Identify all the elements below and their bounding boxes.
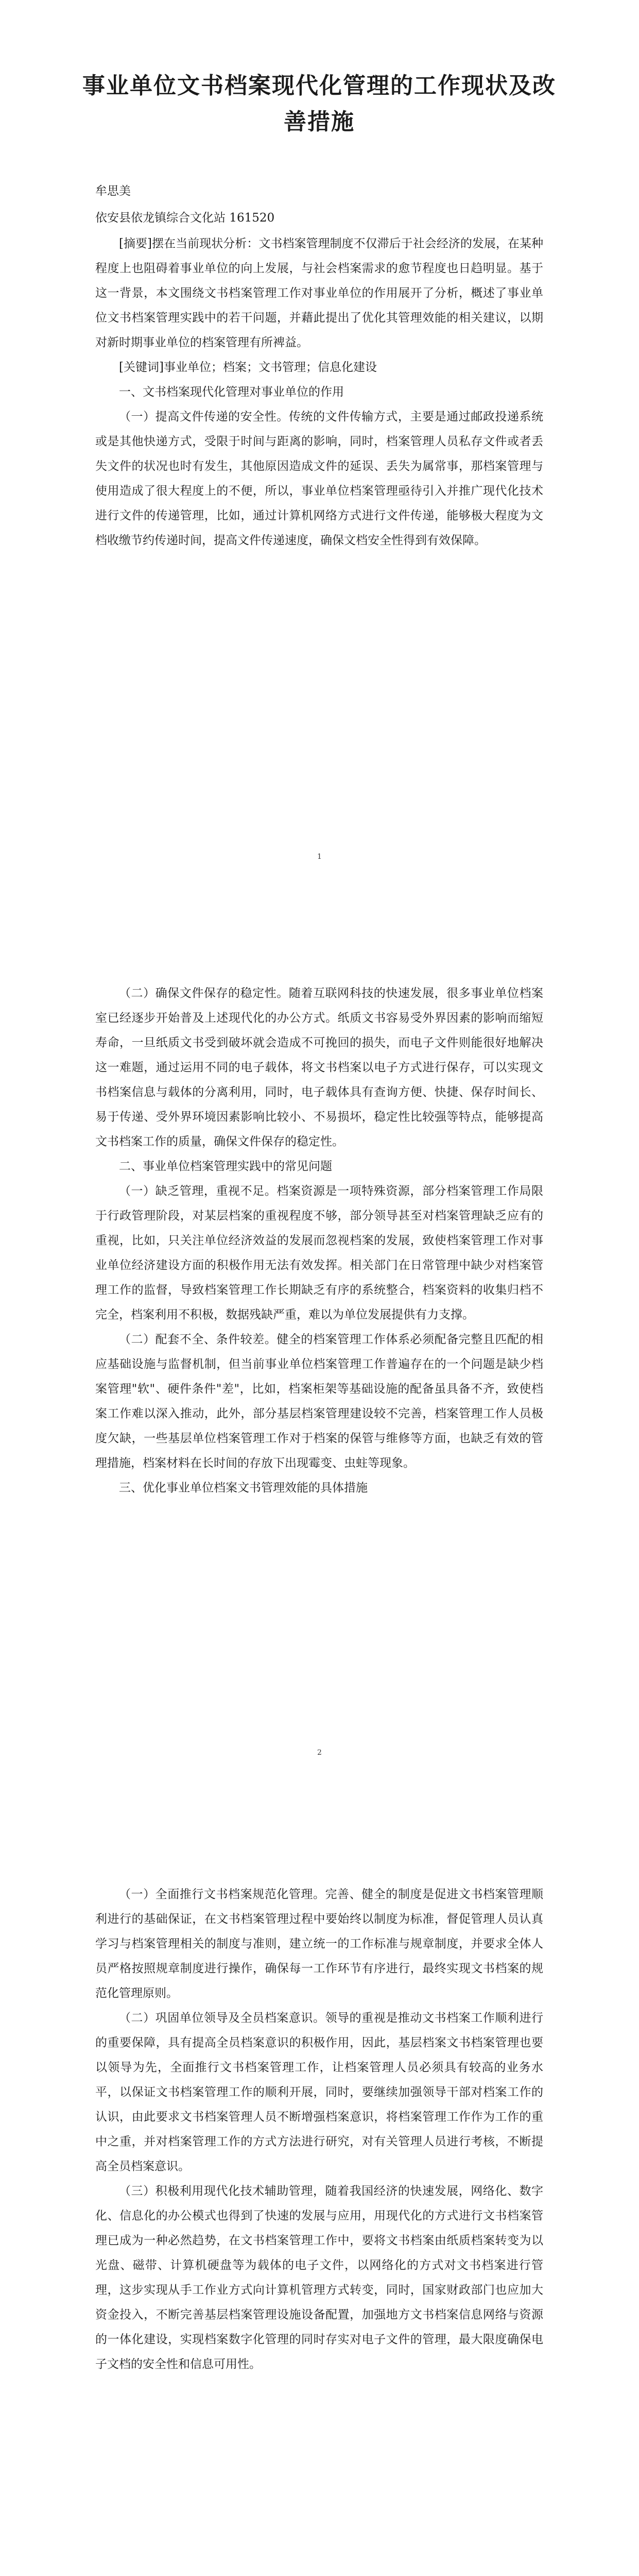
affiliation: 依安县依龙镇综合文化站 161520 [95,211,275,225]
page-3 [0,1807,639,2576]
section-heading-1: 一、文书档案现代化管理对事业单位的作用 [119,385,344,399]
paragraph-7: （三）积极利用现代化技术辅助管理，随着我国经济的快速发展，网络化、数字化、信息化的办公模式也得到了快速的发展与应用，用现代化的方式进行文书档案管理已成为一种必然趋势，在文书档案管理工作中，要将文书档案由纸质档案转变为以光盘、磁带、计算机硬盘等为载体的电子文件，以网络化的方式对文书档案进行管理，这步实现从手工作业方式向计算机管理方式转变，同时，国家财政部门也应加大资金投入，不断完善基层档案管理设施设备配置，加强地方文书档案信息网络与资源的一体化建设，实现档案数字化管理的同时存实对电子文件的管理，最大限度确保电子文档的安全性和信息可用性。 [95,2184,543,2371]
paragraph-6: （二）巩固单位领导及全员档案意识。领导的重视是推动文书档案工作顺利进行的重要保障，具有提高全员档案意识的积极作用，因此，基层档案文书档案管理也要以领导为先，全面推行文书档案管理工作，让档案管理人员必须具有较高的业务水平，以保证文书档案管理工作的顺利开展，同时，要继续加强领导干部对档案工作的认识，由此要求文书档案管理人员不断增强档案意识，将档案管理工作作为工作的重中之重，并对档案管理工作的方式方法进行研究，对有关管理人员进行考核，不断提高全员档案意识。 [95,2011,543,2173]
author: 牟思美 [95,184,131,198]
page-number-2: 2 [317,1749,322,1757]
abstract: [摘要]摆在当前现状分析：文书档案管理制度不仅滞后于社会经济的发展，在某种程度上也阻碍着事业单位的向上发展，与社会档案需求的愈节程度也日趋明显。基于这一背景，本文围绕文书档案管理工作对事业单位的作用展开了分析，概述了事业单位文书档案管理实践中的若干问题，并藉此提出了优化其管理效能的相关建议，以期对新时期事业单位的档案管理有所裨益。 [95,237,543,349]
paragraph-4: （二）配套不全、条件较差。健全的档案管理工作体系必须配备完整且匹配的相应基础设施与监督机制，但当前事业单位档案管理工作普遍存在的一个问题是缺少档案管理"软"、硬件条件"差"，比如，档案柜架等基础设施的配备虽具备不齐，致使档案工作难以深入推动，此外，部分基层档案管理建设较不完善，档案管理工作人员极度欠缺，一些基层单位档案管理工作对于档案的保管与维修等方面，也缺乏有效的管理措施，档案材料在长时间的存放下出现霉变、虫蛀等现象。 [95,1333,543,1470]
paragraph-5: （一）全面推行文书档案规范化管理。完善、健全的制度是促进文书档案管理顺利进行的基础保证，在文书档案管理过程中要始终以制度为标准，督促管理人员认真学习与档案管理相关的制度与准则，建立统一的工作标准与规章制度，并要求全体人员严格按照规章制度进行操作，确保每一工作环节有序进行，最终实现文书档案的规范化管理原则。 [95,1888,543,2000]
page-2 [0,904,639,1807]
page-1 [0,0,639,904]
section-heading-3: 三、优化事业单位档案文书管理效能的具体措施 [119,1481,368,1495]
paragraph-3: （一）缺乏管理，重视不足。档案资源是一项特殊资源，部分档案管理工作局限于行政管理阶段，对某层档案的重视程度不够，部分领导甚至对档案管理缺乏应有的重视，比如，只关注单位经济效益的发展而忽视档案的发展，致使档案管理工作对事业单位经济建设方面的积极作用无法有效发挥。相关部门在日常管理中缺少对档案管理工作的监督，导致档案管理工作长期缺乏有序的系统整合，档案资料的收集归档不完全，档案利用不积极，数据残缺严重，难以为单位发展提供有力支撑。 [95,1184,543,1321]
paragraph-1: （一）提高文件传递的安全性。传统的文件传输方式，主要是通过邮政投递系统或是其他快递方式，受限于时间与距离的影响，同时，档案管理人员私存文件或者丢失文件的状况也时有发生，其他原因造成文件的延误、丢失为属常事，那档案管理与使用造成了很大程度上的不便，所以，事业单位档案管理亟待引入并推广现代化技术进行文件的传递管理，比如，通过计算机网络方式进行文件传递，能够极大程度为文档收缴节约传递时间，提高文件传递速度，确保文档安全性得到有效保障。 [95,410,543,547]
section-heading-2: 二、事业单位档案管理实践中的常见问题 [119,1160,332,1173]
page-number-1: 1 [317,853,322,861]
keywords: [关键词]事业单位；档案；文书管理；信息化建设 [119,361,377,374]
document-title: 事业单位文书档案现代化管理的工作现状及改善措施 [82,73,556,135]
paragraph-2: （二）确保文件保存的稳定性。随着互联网科技的快速发展，很多事业单位档案室已经逐步开始普及上述现代化的办公方式。纸质文书容易受外界因素的影响而缩短寿命，一旦纸质文书受到破坏就会造成不可挽回的损失，而电子文件则能很好地解决这一难题，通过运用不同的电子载体，将文书档案以电子方式进行保存，可以实现文书档案信息与载体的分离利用，同时，电子载体具有查询方便、快捷、保存时间长、易于传递、受外界环境因素影响比较小、不易损坏，稳定性比较强等特点，能够提高文书档案工作的质量，确保文件保存的稳定性。 [95,987,543,1148]
